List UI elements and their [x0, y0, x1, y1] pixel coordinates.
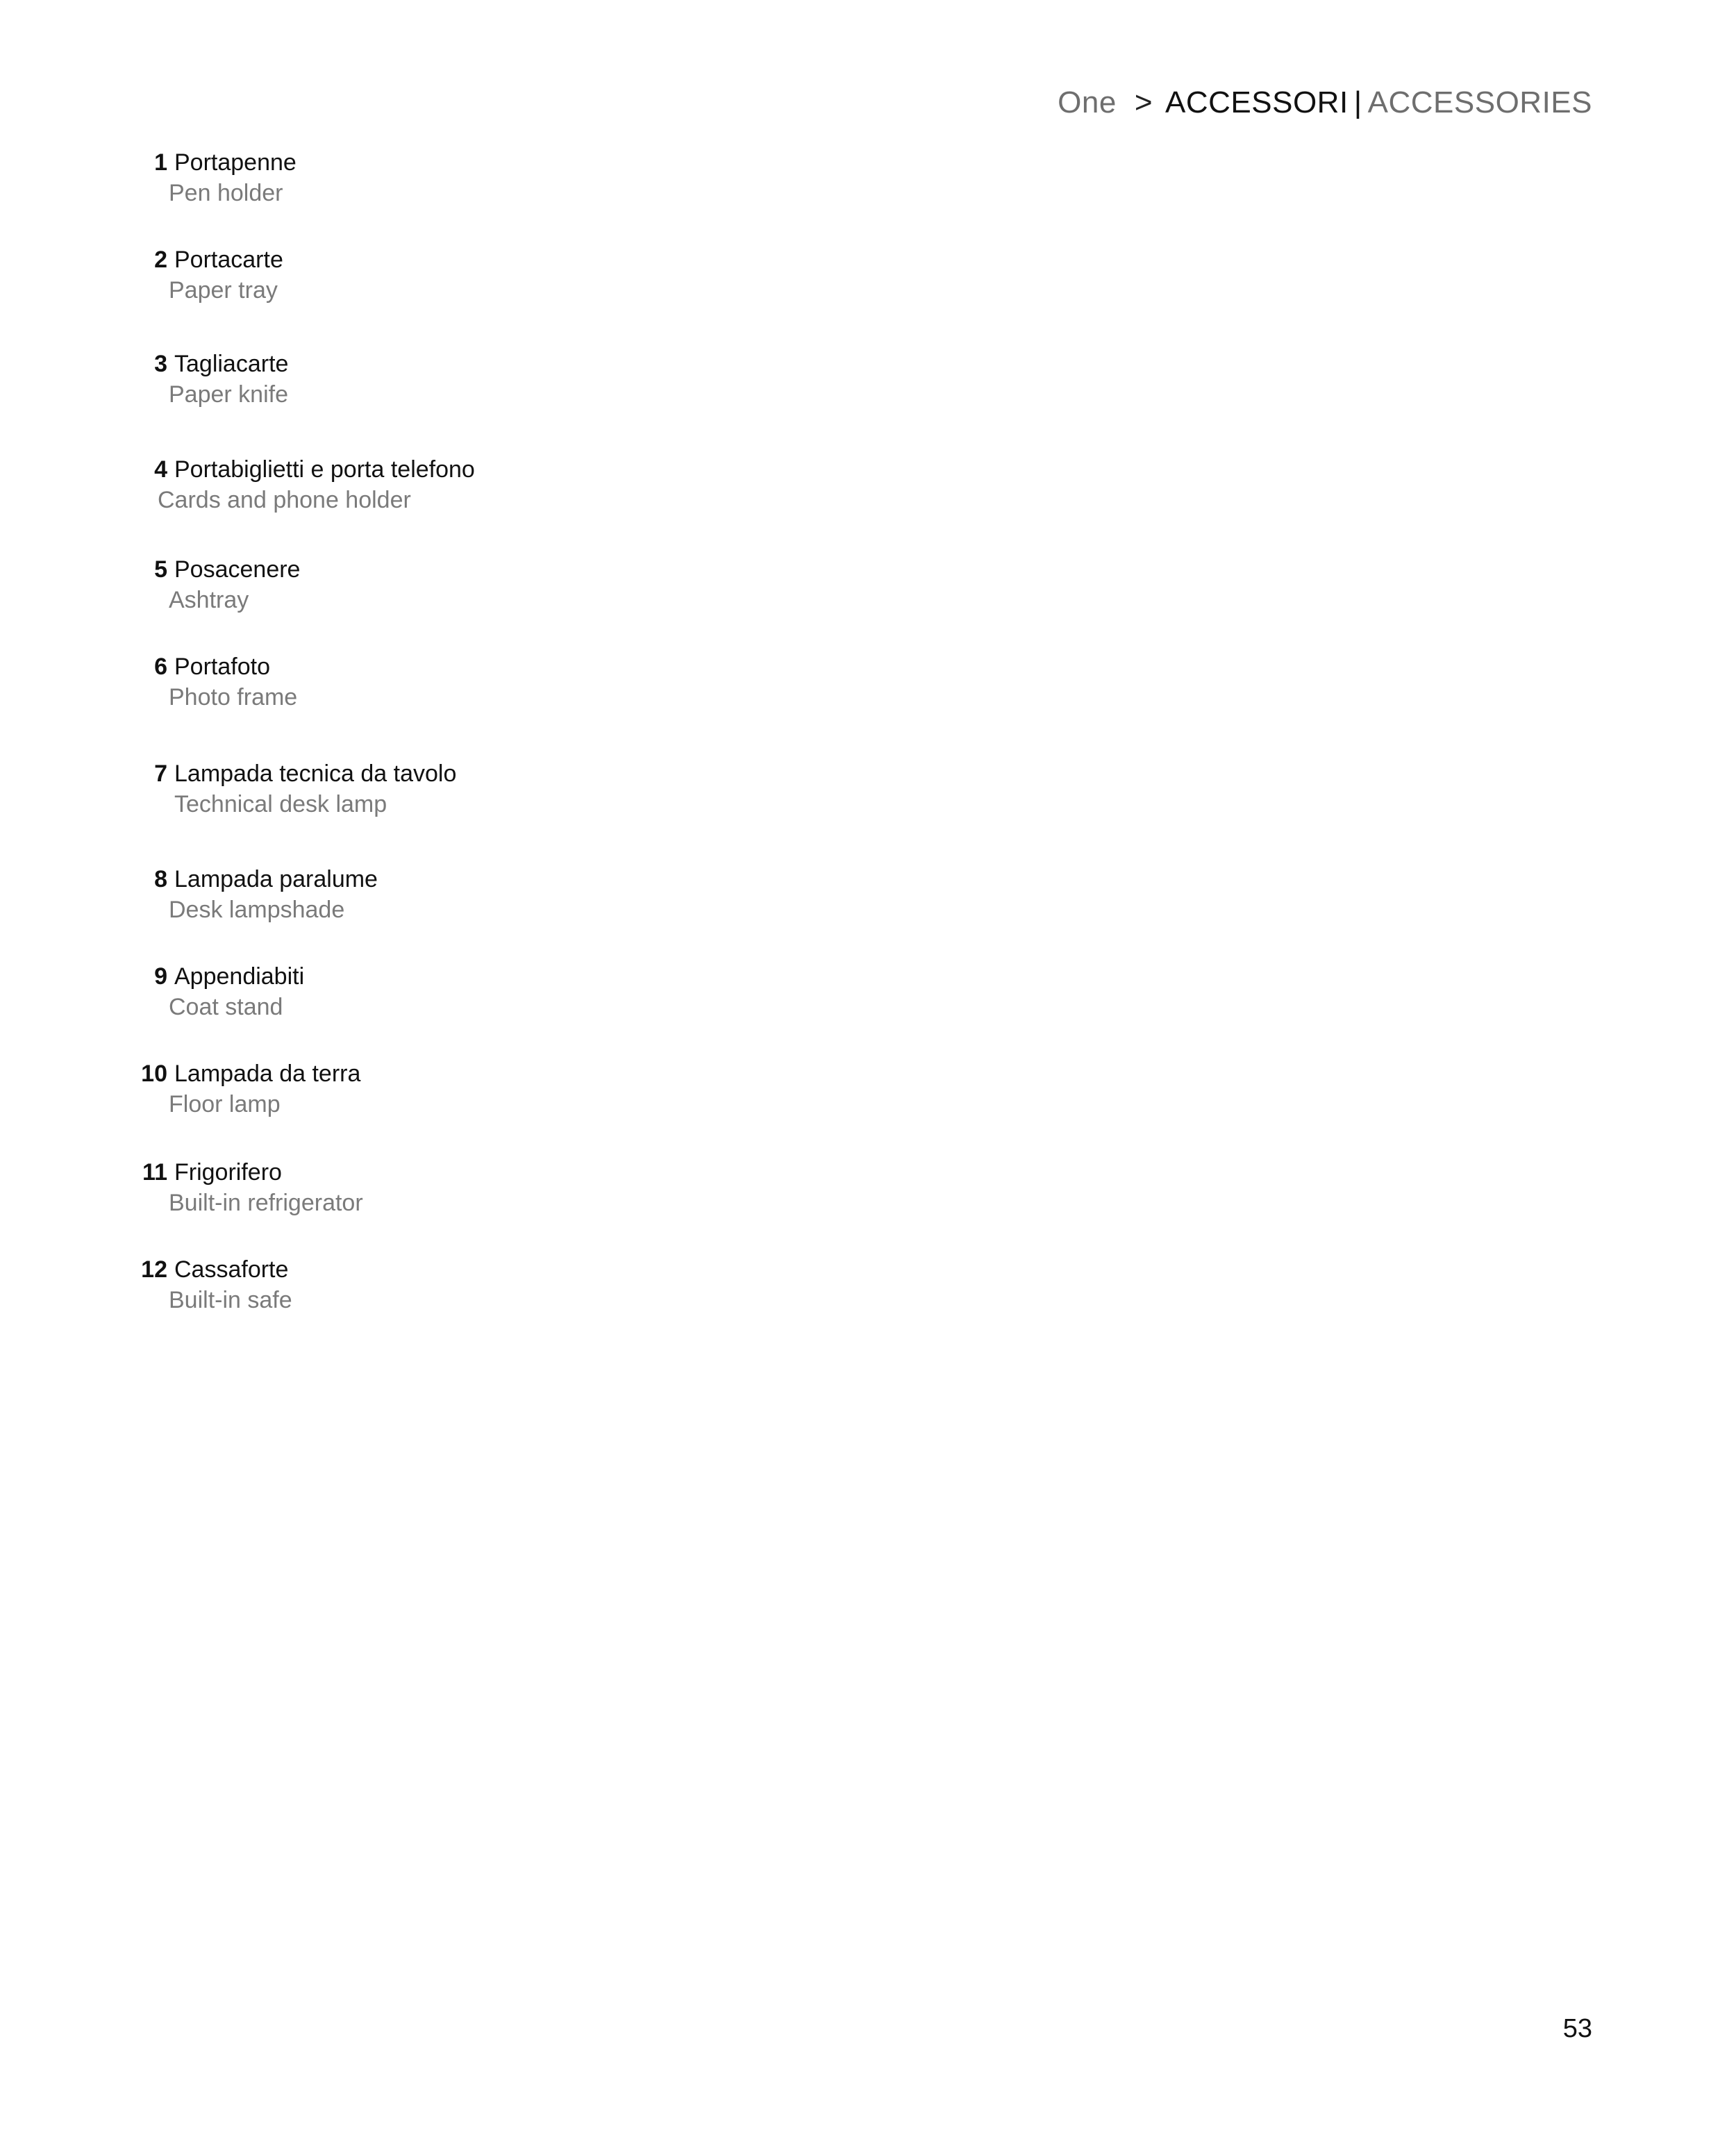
- item-name-english: Ashtray: [169, 587, 249, 613]
- list-item: [135, 758, 760, 820]
- page-title-english: ACCESSORIES: [1367, 85, 1592, 119]
- item-number: 4: [154, 456, 167, 483]
- list-item: [135, 961, 760, 1022]
- list-item: [135, 864, 760, 925]
- breadcrumb-section: One: [1058, 85, 1117, 119]
- item-name-english: Desk lampshade: [169, 897, 345, 923]
- item-number: 5: [154, 556, 167, 583]
- item-name-english: Cards and phone holder: [158, 487, 411, 513]
- list-item: [135, 147, 760, 208]
- item-number: 8: [154, 866, 167, 892]
- item-number: 11: [142, 1159, 167, 1186]
- item-number: 3: [154, 351, 167, 377]
- item-name-italian: Posacenere: [174, 556, 301, 583]
- item-number: 9: [154, 963, 167, 990]
- item-name-english: Coat stand: [169, 994, 283, 1020]
- item-name-italian: Cassaforte: [174, 1256, 289, 1283]
- item-name-english: Built-in safe: [169, 1287, 292, 1313]
- item-number: 10: [141, 1061, 167, 1087]
- item-name-italian: Portapenne: [174, 149, 297, 176]
- item-number: 6: [154, 654, 167, 680]
- item-name-italian: Frigorifero: [174, 1159, 282, 1186]
- page-number: 53: [1562, 2014, 1592, 2043]
- item-name-italian: Lampada paralume: [174, 866, 378, 892]
- list-item: [135, 244, 760, 306]
- item-name-italian: Lampada tecnica da tavolo: [174, 760, 457, 787]
- item-number: 7: [154, 760, 167, 787]
- item-name-english: Technical desk lamp: [174, 791, 387, 817]
- item-number: 1: [154, 149, 167, 176]
- list-item: [135, 651, 760, 713]
- title-divider: |: [1353, 85, 1362, 119]
- page-title-italian: ACCESSORI: [1165, 85, 1349, 119]
- list-item: [135, 1157, 760, 1218]
- list-item: [135, 1058, 760, 1120]
- item-name-italian: Portabiglietti e porta telefono: [174, 456, 475, 483]
- breadcrumb: [1058, 82, 1592, 124]
- list-item: [135, 1254, 760, 1315]
- item-name-english: Pen holder: [169, 180, 283, 206]
- item-name-italian: Tagliacarte: [174, 351, 289, 377]
- list-item: [135, 454, 760, 515]
- item-name-italian: Lampada da terra: [174, 1061, 361, 1087]
- list-item: [135, 349, 760, 410]
- item-name-english: Paper tray: [169, 277, 278, 303]
- breadcrumb-separator: >: [1134, 85, 1153, 119]
- item-name-english: Floor lamp: [169, 1091, 281, 1117]
- item-name-italian: Appendiabiti: [174, 963, 305, 990]
- item-name-italian: Portafoto: [174, 654, 270, 680]
- item-name-italian: Portacarte: [174, 247, 283, 273]
- list-item: [135, 554, 760, 615]
- item-number: 12: [141, 1256, 167, 1283]
- item-number: 2: [154, 247, 167, 273]
- item-name-english: Paper knife: [169, 381, 288, 408]
- item-name-english: Built-in refrigerator: [169, 1190, 363, 1216]
- item-name-english: Photo frame: [169, 684, 298, 710]
